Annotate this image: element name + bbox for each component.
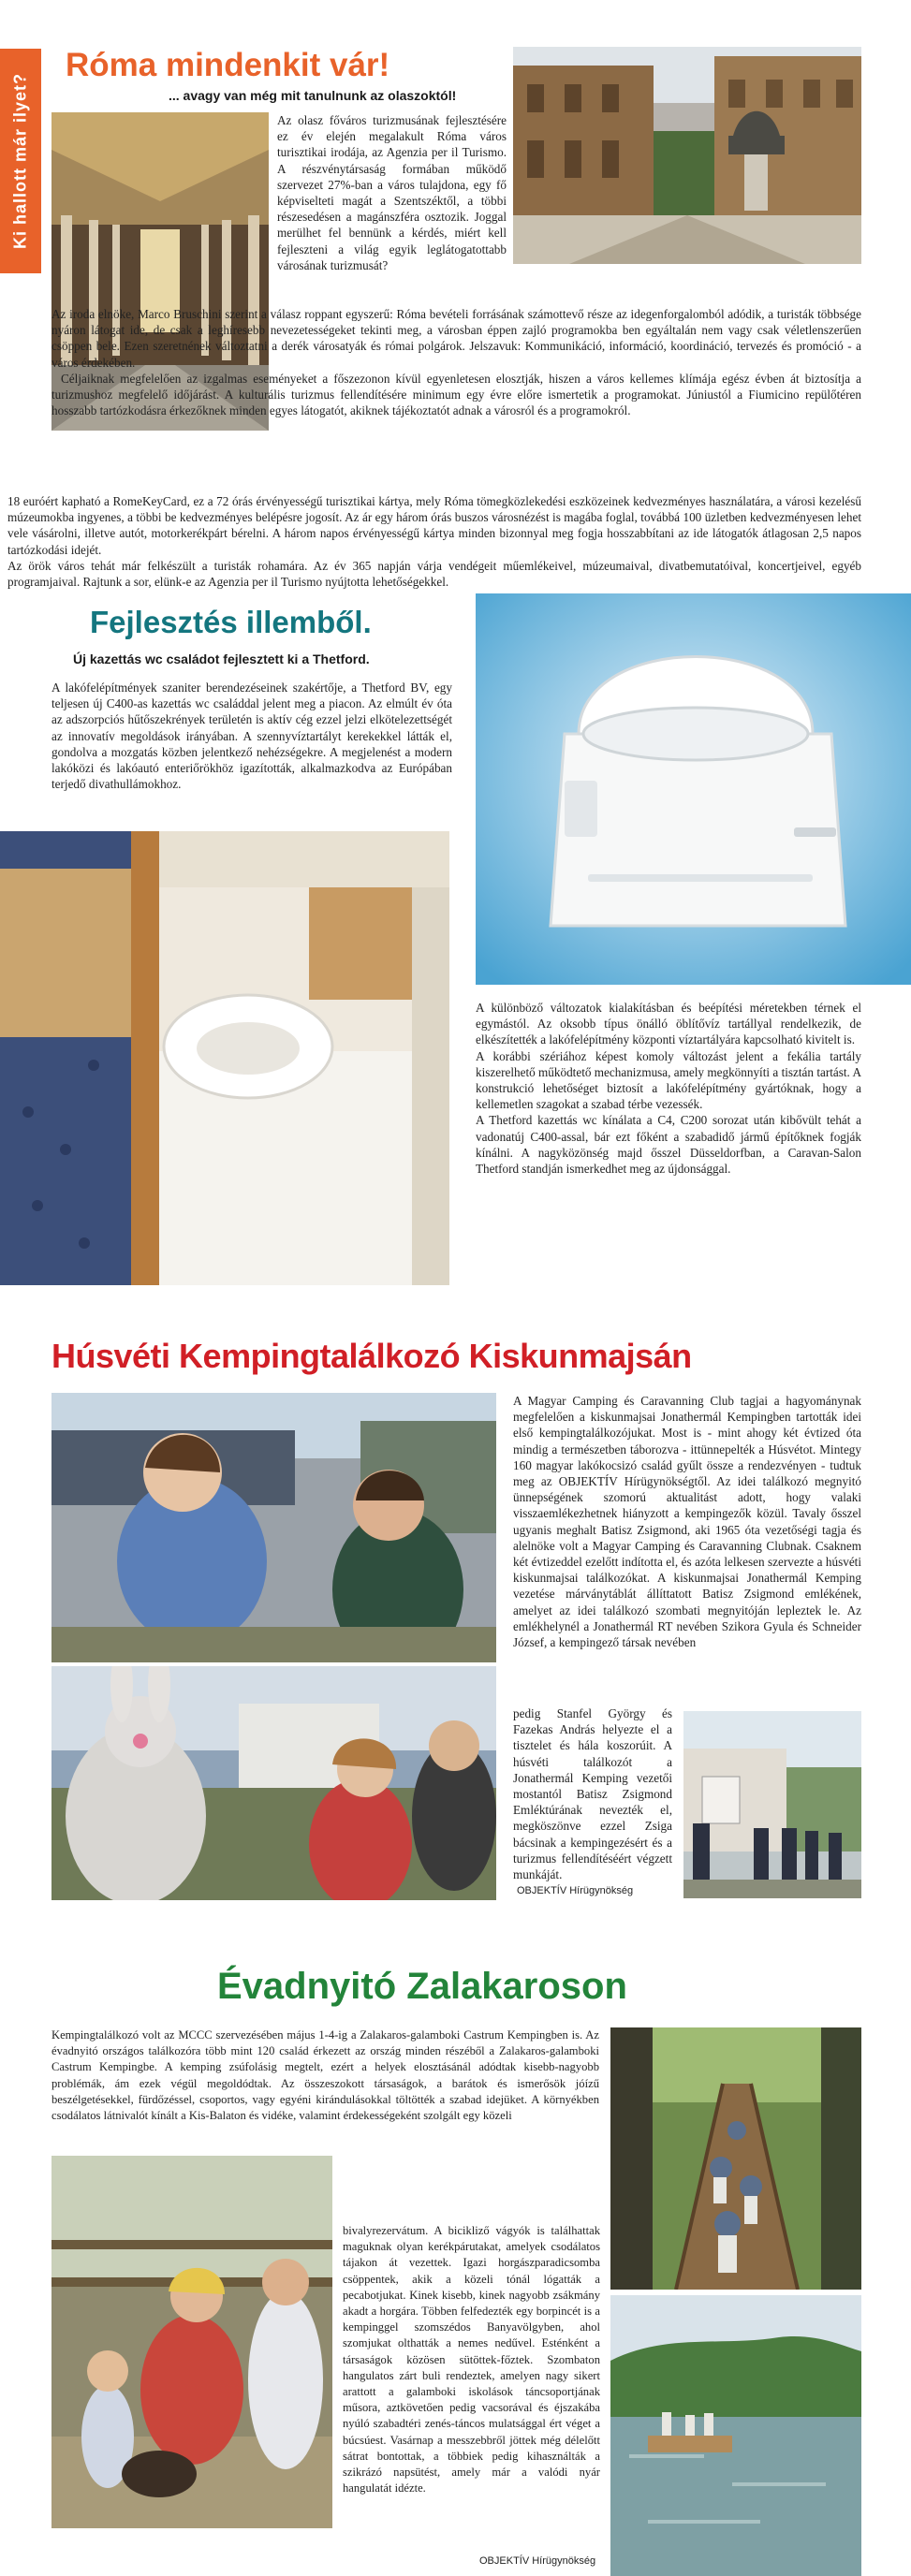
roma-paragraph-4: Az örök város tehát már felkészült a turisták rohamára. Az év 365 napján várja vendégeit műemlékeivel, múzeumaival, divatbemutatóival, koncertjeivel, egyéb programjaival. Rajtunk a sor, elünk-e az Agenzia per il Turismo nyújtotta lehetőségekkel.	[7, 558, 861, 590]
section-tab	[0, 49, 41, 273]
husvet-bunny-photo	[51, 1666, 496, 1900]
roma-campidoglio-photo	[513, 47, 861, 264]
wc-title: Fejlesztés illemből.	[90, 605, 372, 639]
wc-paragraph-3: A Thetford kazettás wc kínálata a C4, C200 sorozat után kibővült tehát a vadonatúj C400-assal, bár ezt főként a szabadidő jármű építőknek fogják kínálni. A nagyközönség majd ősszel Düsseldorfban, a Caravan-Salon Thetford standján ismerkedhet meg az újdonsággal.	[476, 1113, 861, 1177]
section-tab-label: Ki hallott már ilyet?	[10, 72, 30, 250]
zalakaros-bridge-photo	[610, 2027, 861, 2290]
wc-installed-photo	[0, 831, 449, 1285]
husvet-title: Húsvéti Kempingtalálkozó Kiskunmajsán	[51, 1337, 692, 1375]
zalakaros-text-main: bivalyrezervátum. A bicikliző vágyók is találhattak maguknak olyan kerékpárutakat, amelyek csodálatos tájakon át vezettek. Igazi horgászparadicsomba csöppentek, akik a közeli tónál lógatták a pecabotjukat. Kinek kisebb, kinek nagyobb zsákmány akadt a horgára. Többen felfedezték egy borpincét is a kempinggel szomszédos Banyavölgyben, ahol szomjukat olthatták a nemes nedűvel. Esténként a társaságok közösen sütöttek-főztek. Szombaton hangulatos zárt buli rendeztek, amelyen nagy sikert arattott a galamboki iskolások táncsoportjának műsora, aztkövetően pedig vacsorával és éjszakába nyúló szabadtéri zenés-táncos mulatsággal ért véget a búcsúest. Vasárnap a messzebbről jöttek még délelőtt sátrat bontottak, a többiek pedig kihasználták a szikrázó napsütést, amely már a valódi nyár hangulatát idézte.	[343, 2224, 600, 2496]
zalakaros-lake-photo	[610, 2295, 861, 2576]
husvet-credit: OBJEKTÍV Hírügynökség	[517, 1885, 634, 1896]
roma-text-block-2	[7, 493, 861, 590]
zalakaros-petting-photo	[51, 2156, 332, 2528]
zalakaros-title: Évadnyitó Zalakaroson	[217, 1966, 627, 2007]
wc-subtitle: Új kazettás wc családot fejlesztett ki a Thetford.	[73, 651, 370, 666]
zalakaros-credit: OBJEKTÍV Hírügynökség	[479, 2555, 596, 2567]
roma-paragraph-3: 18 euróért kapható a RomeKeyCard, ez a 72 órás érvényességű turisztikai kártya, mely Róma tömegközlekedési eszközeinek kedvezményes használatára, a városi kezelésű múzeumokba ingyenes, a többi be kedvezményes belépésre jogosít. Az ár egy három órás buszos városnézést is magába foglal, továbbá 100 üzletben kedvezményesen lehet vele vásárolni, illetve autót, motorkerékpárt bérelni. A három napos érvényességű kártya minden bizonnyal meg fogja hosszabbítani az ide látogatók átlagosan 2,5 napos tartózkodási idejét.	[7, 494, 861, 557]
husvet-children-photo	[51, 1393, 496, 1662]
wc-paragraph-2: A korábbi szériához képest komoly változást jelent a fekália tartály kiszerelhető működtető mechanizmusa, amely megkönnyíti a tisztán tartást. A konstrukció lehetőséget biztosít a lakófelépítmény gyártóknak, hogy a kellemetlen szagokat a szabad térbe vezessék.	[476, 1048, 861, 1112]
wc-intro-text: A lakófelépítmények szaniter berendezéseinek szakértője, a Thetford BV, egy teljesen új C400-as kazettás wc családdal jelent meg a piacon. Az elmúlt év óta az adszorpciós hűtőszekrények területén is aktív cég ezzel jelzi elkötelezettségét az innovatív megoldások irányában. A szennyvíztartályt kerekekkel látták el, gondolva a mozgatás közben jelentkező nehézségekre. A megjelenést a modern lakóközi és lakóautó enteriőrökhöz igazították, alkalmazkodva az Európában terjedő divathullámokhoz.	[51, 681, 452, 792]
husvet-text-narrow: pedig Stanfel György és Fazekas András helyezte el a tisztelet és hála koszorúit. A húsvéti találkozót a Jonathermál Kemping vezetői mostantól Batisz Zsigmond Emléktúrának nevezték el, megköszönve ezzel Zsiga bácsinak a kempingezésért és a turizmus fellendítéséért végzett munkáját.	[513, 1706, 672, 1882]
wc-body-text	[476, 1000, 861, 1177]
zalakaros-text-intro: Kempingtalálkozó volt az MCCC szervezésében május 1-4-ig a Zalakaros-galamboki Castrum Kempingben is. Az évadnyitó országos találkozóra több mint 120 család érkezett az ország minden részéből a Zalakaros-galamboki Castrum Kempingbe. A kemping zsúfolásig megtelt, ezért a helyek elosztásánál adódtak kisebb-nagyobb problémák, ám ezek végül megoldódtak. Az összeszokott társaságok, a barátok és ismerősök jóízű beszélgetésekkel, fürdőzéssel, csoportos, vagy egyéni kirándulásokkal töltötték a szabad idejüket. A környékben csodálatos látnivalót kínált a Kis-Balaton és vidéke, valamint érdekességeként szolgált egy közeli	[51, 2028, 599, 2123]
husvet-text-main: A Magyar Camping és Caravanning Club tagjai a hagyománynak megfelelően a kiskunmajsai Jonathermál Kempingben tartották idei első kempingtalálkozójukat. Most is - mint ahogy két évtized óta mindig a természetben táborozva - ittünnepelték a Húsvétot. Mintegy 160 magyar lakókocsizó család gyűlt össze a rendezvényen - tudtuk meg az OBJEKTÍV Hírügynökségtől. Az idei találkozó megnyitó ünnepségének szomorú aktualitást adott, hogy valaki visszaemlékezhetnek hiányzott a kempingezők közül. Tavaly ősszel ugyanis meghalt Batisz Zsigmond, aki 1965 óta vezetőségi tagja és alelnöke volt a Magyar Camping és Caravanning Clubnak. Csaknem két évtizeddel ezelőtt indította el, és azóta lelkesen szervezte a húsvéti kiskunmajsai találkozókat. A kiskunmajsai Jonathermál Kemping vezetése márványtáblát állíttatott Batisz Zsigmond emlékének, amelyet az idei találkozó szombati megnyitóján lepleztek le. Az emlékhelynél a Jonathermál RT nevében Szikora Gyula és Schneider József, a kempingező társak nevében	[513, 1394, 861, 1650]
roma-title: Róma mindenkit vár!	[66, 47, 390, 83]
wc-product-photo	[476, 593, 911, 985]
wc-paragraph-1: A különböző változatok kialakításban és beépítési méretekben térnek el egymástól. Az oksobb típus önálló öblítővíz tartállyal rendelkezik, de elkészítették a lakófelépítmény központi víztartályára kapcsolható kivitelt is.	[476, 1001, 861, 1047]
roma-text-block	[51, 306, 861, 418]
roma-subtitle: ... avagy van még mit tanulnunk az olaszoktól!	[169, 88, 457, 103]
roma-column-text: Az olasz főváros turizmusának fejlesztésére ez év elején megalakult Róma város turisztikai irodája, az Agenzia per il Turismo. A részvénytársaság formában működő szervezet 27%-ban a város tulajdona, egy fő képviselteti magát a Szentszéktől, a többi részesedésen a magánszféra osztozik. Joggal merülhet fel bennünk a kérdés, miért kell fejleszteni a világ egyik leglátogatottabb városának turizmusát?	[277, 113, 507, 272]
roma-paragraph-1: Az iroda elnöke, Marco Bruschini szerint a válasz roppant egyszerű: Róma bevételi forrásának számottevő része az idegenforgalomból adódik, a turisták többsége nyáron látogat ide, de csak a leghíresebb nevezetességeket tekinti meg, a városban éppen zajló programokba ben egyáltalán nem vagy csak véletlenszerűen csöppen bele. Ezen szeretnének változtatni a derék városatyák és római polgárok. Jelszavuk: Kommunikáció, információ, koordináció, tervezés és promóció - a város érdekében.	[51, 307, 861, 370]
husvet-memorial-photo	[683, 1711, 861, 1898]
roma-paragraph-2: Céljaiknak megfelelően az izgalmas eseményeket a főszezonon kívül egyenletesen elosztják, hiszen a város kellemes klímája egész évben át biztosítja a turizmushoz megfelelő időjárást. A kulturális turizmus fellendítésére minimum egy évre előre ismertetik a programokat. Júniustól a Fiumicino repülőtéren hosszabb tartózkodásra érkezőknek minden egyes látogatót, akiknek tájékoztatót adnak a városról és a programokról.	[51, 371, 861, 418]
